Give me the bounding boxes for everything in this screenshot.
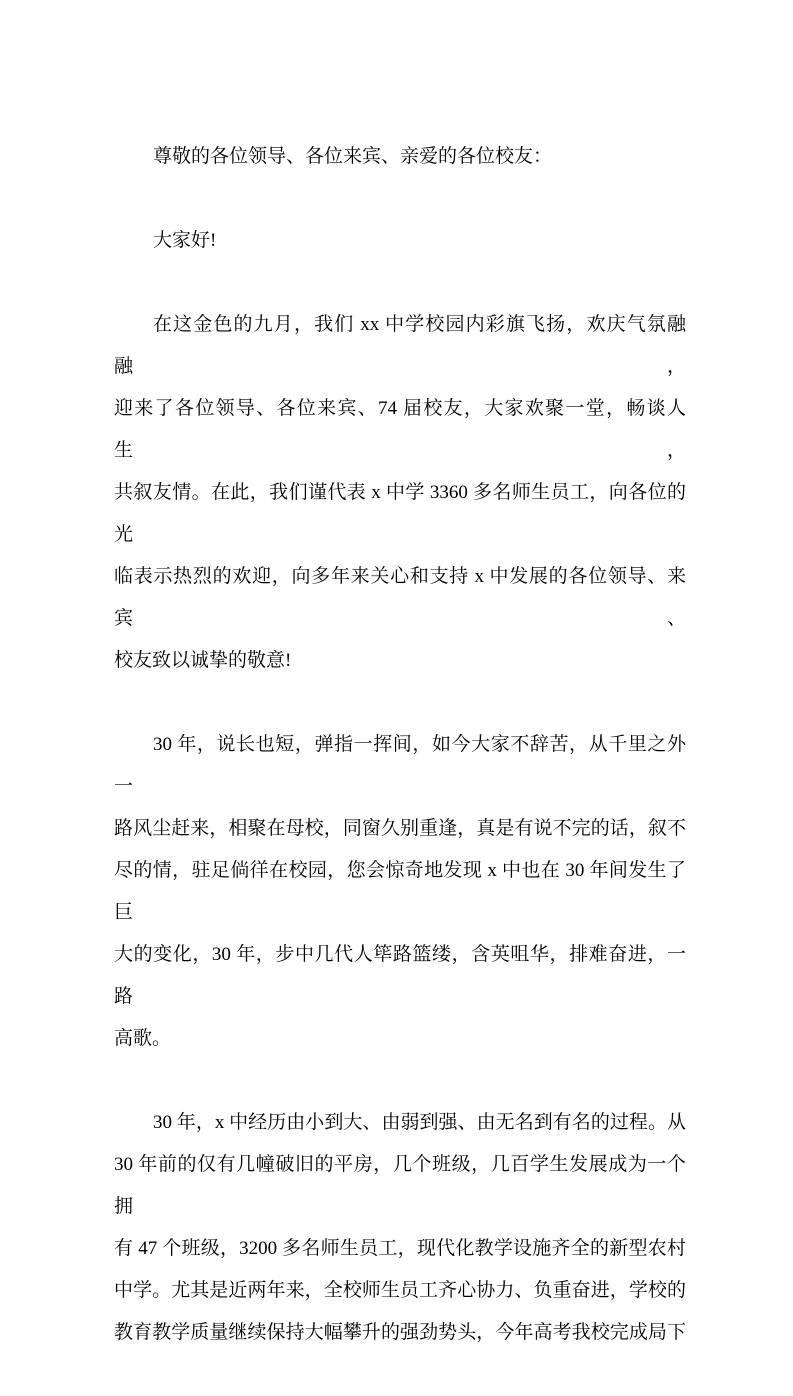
paragraph xyxy=(114,136,686,178)
text-line: 30 年，说长也短，弹指一挥间，如今大家不辞苦，从千里之外一 xyxy=(114,734,686,797)
text-line: 校友致以诚挚的敬意! xyxy=(114,650,292,671)
text-line: 路风尘赶来，相聚在母校，同窗久别重逢，真是有说不完的话，叙不 xyxy=(114,818,686,839)
text-line: 尽的情，驻足倘徉在校园，您会惊奇地发现 x 中也在 30 年间发生了巨 xyxy=(114,860,686,923)
text-line: 大的变化，30 年，步中几代人筚路篮缕，含英咀华，排难奋进，一路 xyxy=(114,944,686,1007)
text-line: 30 年前的仅有几幢破旧的平房，几个班级，几百学生发展成为一个拥 xyxy=(114,1154,686,1217)
text-line: 临表示热烈的欢迎，向多年来关心和支持 x 中发展的各位领导、来宾、 xyxy=(114,566,686,629)
text-line: 共叙友情。在此，我们谨代表 x 中学 3360 多名师生员工，向各位的光 xyxy=(114,482,686,545)
paragraph xyxy=(114,220,686,262)
text-line: 迎来了各位领导、各位来宾、74 届校友，大家欢聚一堂，畅谈人生， xyxy=(114,398,686,461)
text-line: 有 47 个班级，3200 多名师生员工，现代化教学设施齐全的新型农村 xyxy=(114,1238,686,1259)
text-line: 高歌。 xyxy=(114,1028,172,1049)
text-line: 大家好! xyxy=(153,230,217,251)
text-line: 尊敬的各位领导、各位来宾、亲爱的各位校友： xyxy=(153,146,553,167)
document-body xyxy=(114,136,686,1396)
paragraph xyxy=(114,304,686,682)
text-line: 在这金色的九月，我们 xx 中学校园内彩旗飞扬，欢庆气氛融融， xyxy=(114,314,686,377)
paragraph xyxy=(114,1102,686,1354)
text-line: 教育教学质量继续保持大幅攀升的强劲势头，今年高考我校完成局下 xyxy=(114,1322,686,1343)
text-line: 30 年，x 中经历由小到大、由弱到强、由无名到有名的过程。从 xyxy=(153,1112,686,1133)
paragraph xyxy=(114,724,686,1060)
text-line: 中学。尤其是近两年来，全校师生员工齐心协力、负重奋进，学校的 xyxy=(114,1280,686,1301)
